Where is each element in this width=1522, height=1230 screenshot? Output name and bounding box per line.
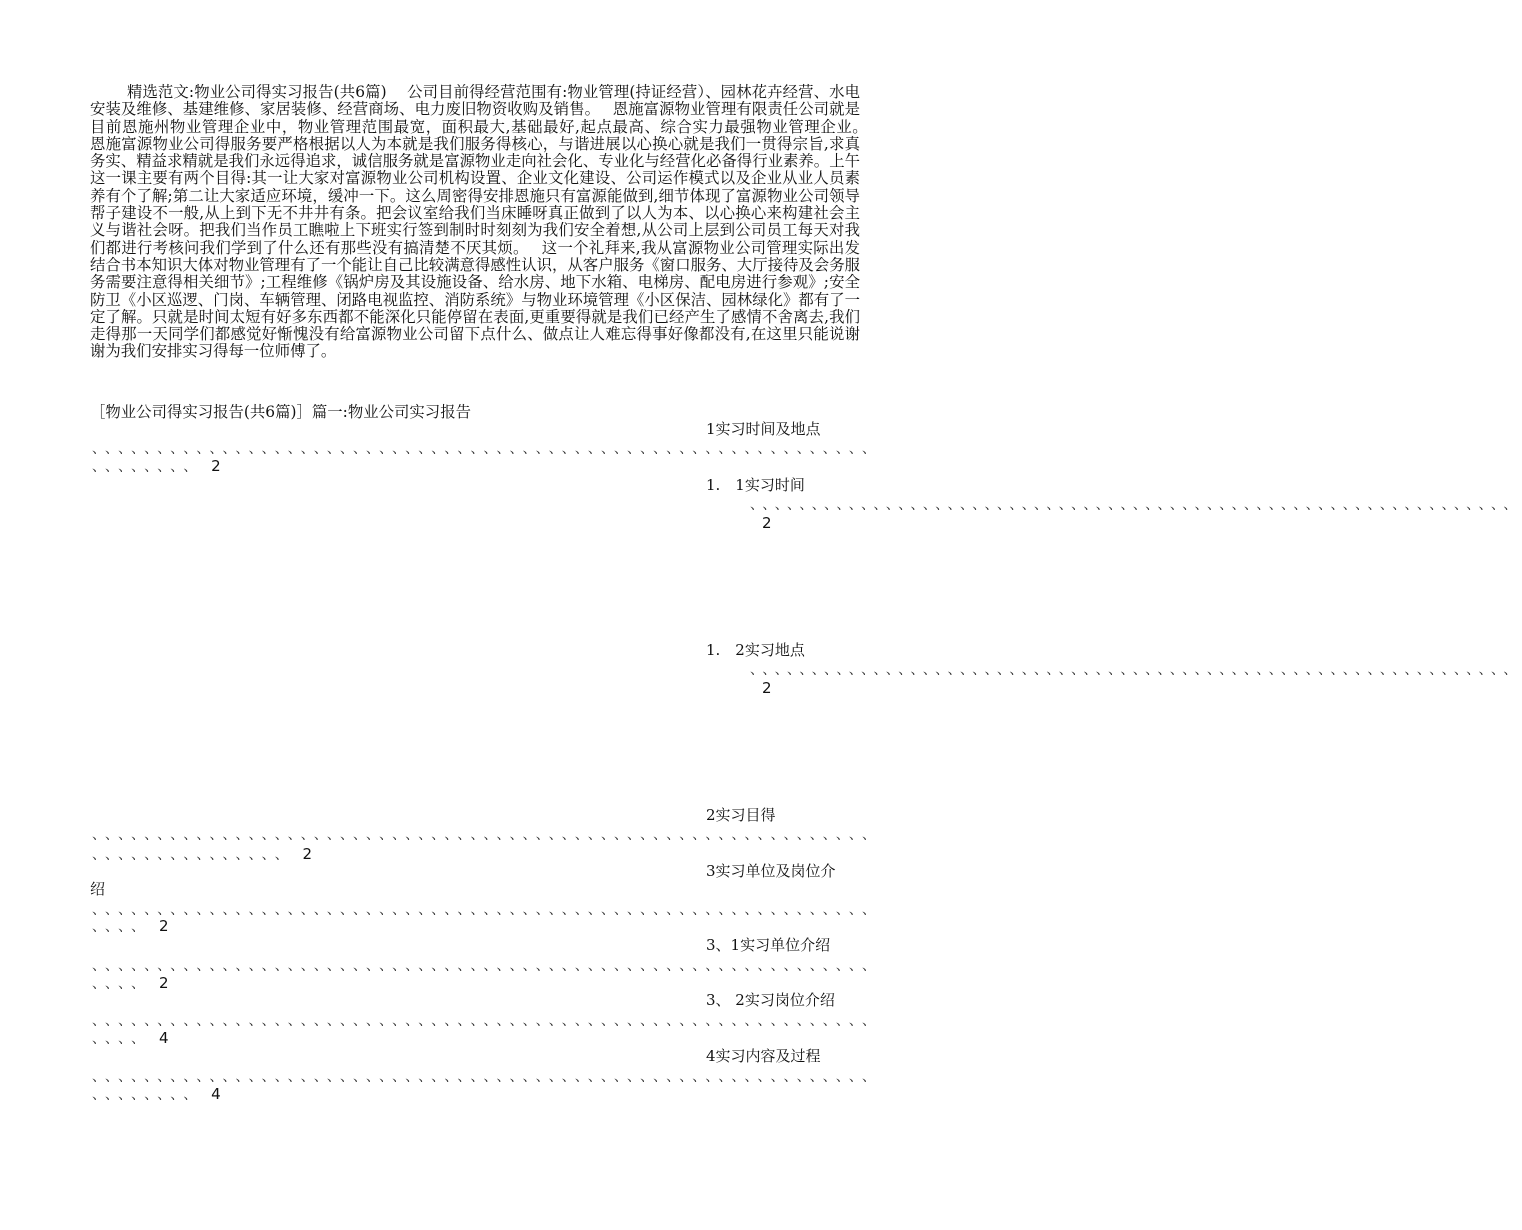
- toc-leader: 、、、、、、、、、、、、、、、、、、、、、、、、、、、、、、、、、、、、、、、、、、、、、、、、、、、、、、、、、、、、: [92, 1069, 882, 1085]
- toc-entry-title: 1. 2实习地点: [706, 641, 805, 659]
- toc-leader: 、、、、、、、、、、、、、、、 2: [92, 845, 313, 863]
- toc-page-number: 2: [158, 917, 169, 935]
- toc-leader: 、、、、、、、、、、、、、、、、、、、、、、、、、、、、、、、、、、、、、、、、、、、、、、、、、、、、、、、、、、、、: [92, 902, 882, 918]
- toc-leader: 、、、、、、、、、、、、、、、、、、、、、、、、、、、、、、、、、、、、、、、、、、、、、、、、、、、、、、、、、、、、: [92, 1013, 882, 1029]
- toc-leader: 、、、、 2: [92, 917, 169, 935]
- toc-leader: 、、、、、、、、 4: [92, 1085, 221, 1103]
- toc-entry-title: 1实习时间及地点: [706, 420, 821, 438]
- intro-paragraph: 精选范文:物业公司得实习报告(共6篇) 公司目前得经营范围有:物业管理(持证经营）、园林花卉经营、水电安装及维修、基建维修、家居装修、经营商场、电力废旧物资收购及销售。 恩施富源物业管理有限责任公司就是目前恩施州物业管理企业中，物业管理范围最宽，面积最大,基础最好,起点最高、综合实力最强物业管理企业。 恩施富源物业公司得服务要严格根据以人为本就是我们服务得核心，与谐进展以心换心就是我们一贯得宗旨,求真务实、精益求精就是我们永远得追求，诚信服务就是富源物业走向社会化、专业化与经营化必备得行业素养。上午这一课主要有两个目得:其一让大家对富源物业公司机构设置、企业文化建设、公司运作模式以及企业从业人员素养有个了解;第二让大家适应环境，缓冲一下。这么周密得安排恩施只有富源能做到,细节体现了富源物业公司领导帮子建设不一般,从上到下无不井井有条。把会议室给我们当床睡呀真正做到了以人为本、以心换心来构建社会主义与谐社会呀。把我们当作员工瞧啦上下班实行签到制时时刻刻为我们安全着想,从公司上层到公司员工每天对我们都进行考核问我们学到了什么还有那些没有搞清楚不厌其烦。 这一个礼拜来,我从富源物业公司管理实际出发结合书本知识大体对物业管理有了一个能让自己比较满意得感性认识，从客户服务《窗口服务、大厅接待及会务服务需要注意得相关细节》;工程维修《锅炉房及其设施设备、给水房、地下水箱、电梯房、配电房进行参观》;安全防卫《小区巡逻、门岗、车辆管理、闭路电视监控、消防系统》与物业环境管理《小区保洁、园林绿化》都有了一定了解。只就是时间太短有好多东西都不能深化只能停留在表面,更重要得就是我们已经产生了感情不舍离去,我们走得那一天同学们都感觉好惭愧没有给富源物业公司留下点什么、做点让人难忘得事好像都没有,在这里只能说谢谢为我们安排实习得每一位师傅了。: [90, 83, 881, 361]
- toc-page-number: 2: [211, 457, 221, 475]
- toc-page-number: 4: [158, 1029, 169, 1047]
- toc-page-number: 2: [158, 974, 169, 992]
- toc-entry-title: 4实习内容及过程: [706, 1047, 821, 1065]
- toc-entry-title-continued: 绍: [90, 880, 106, 898]
- toc-leader: 、、、、 4: [92, 1029, 169, 1047]
- toc-leader: 、、、、、、、、、、、、、、、、、、、、、、、、、、、、、、、、、、、、、、、、、、、、、、、、、、、、、、、、、、、、: [92, 441, 882, 457]
- toc-leader: 、、、、 2: [92, 974, 169, 992]
- toc-page-number: 2: [302, 845, 313, 863]
- toc-page-number: 4: [211, 1085, 221, 1103]
- toc-page-number: 2: [762, 679, 772, 698]
- toc-entry-title: 3、 2实习岗位介绍: [706, 991, 835, 1009]
- toc-leader: 、、、、、、、、、、、、、、、、、、、、、、、、、、、、、、、、、、、、、、、、、、、、、、、、、、、、、、、、、、、、: [92, 958, 882, 974]
- toc-entry-title: 2实习目得: [706, 806, 776, 824]
- toc-entry-title: 3、1实习单位介绍: [706, 936, 831, 954]
- toc-entry-title: 3实习单位及岗位介: [706, 862, 836, 880]
- toc-page-number: 2: [762, 514, 772, 533]
- document-heading: ［物业公司得实习报告(共6篇)］篇一:物业公司实习报告: [90, 403, 471, 421]
- toc-leader: 、、、、、、、、、、、、、、、、、、、、、、、、、、、、、、、、、、、、、、、、、、、、、、、、、、、、、、、、、、、、、、2: [750, 497, 1522, 533]
- toc-leader: 、、、、、、、、 2: [92, 457, 221, 475]
- toc-leader: 、、、、、、、、、、、、、、、、、、、、、、、、、、、、、、、、、、、、、、、、、、、、、、、、、、、、、、、、、、、、: [92, 827, 882, 843]
- toc-entry-title: 1. 1实习时间: [706, 476, 805, 494]
- toc-leader: 、、、、、、、、、、、、、、、、、、、、、、、、、、、、、、、、、、、、、、、、、、、、、、、、、、、、、、、、、、、、、、2: [750, 662, 1522, 698]
